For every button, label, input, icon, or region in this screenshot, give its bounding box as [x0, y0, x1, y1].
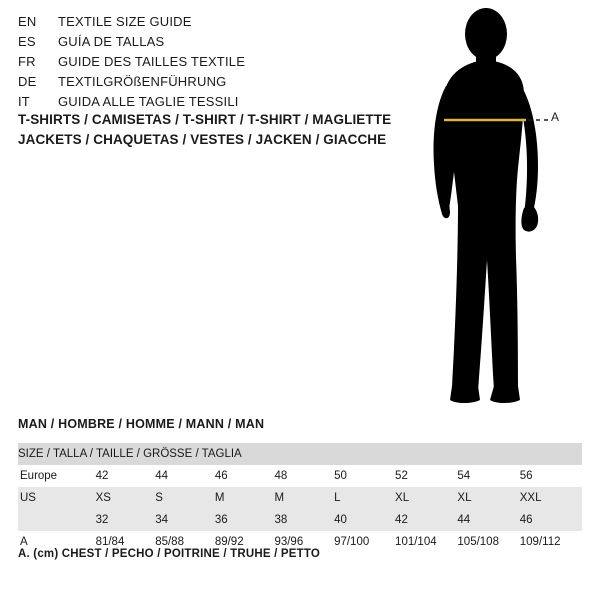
category-tshirts: T-SHIRTS / CAMISETAS / T-SHIRT / T-SHIRT / MAGLIETTE	[18, 112, 392, 127]
table-cell: 50	[334, 465, 395, 487]
table-cell: 85/88	[155, 531, 215, 553]
table-cell: 44	[155, 465, 215, 487]
size-table	[18, 443, 582, 553]
table-cell: XXL	[520, 487, 582, 509]
silhouette-svg	[400, 8, 600, 408]
language-row	[18, 14, 368, 34]
table-cell: XL	[395, 487, 457, 509]
table-title: MAN / HOMBRE / HOMME / MANN / MAN	[18, 417, 265, 431]
table-cell: 46	[215, 465, 275, 487]
table-cell: 105/108	[457, 531, 519, 553]
table-cell: 52	[395, 465, 457, 487]
row-label: Europe	[18, 465, 96, 487]
table-cell: 56	[520, 465, 582, 487]
table-cell: XL	[457, 487, 519, 509]
table-cell: 42	[395, 509, 457, 531]
table-cell: 97/100	[334, 531, 395, 553]
row-label: US	[18, 487, 96, 509]
table-cell: L	[334, 487, 395, 509]
table-cell: 101/104	[395, 531, 457, 553]
table-header-row	[18, 443, 582, 465]
language-code: ES	[18, 34, 36, 49]
table-cell: 42	[96, 465, 156, 487]
language-text: GUIDA ALLE TAGLIE TESSILI	[58, 94, 239, 109]
table-cell: 81/84	[96, 531, 156, 553]
table-cell: S	[155, 487, 215, 509]
male-silhouette-figure	[400, 8, 600, 408]
table-cell: 36	[215, 509, 275, 531]
table-header-label: SIZE / TALLA / TAILLE / GRÖSSE / TAGLIA	[18, 443, 582, 465]
table-cell: 89/92	[215, 531, 275, 553]
row-label	[18, 509, 96, 531]
language-row	[18, 34, 368, 54]
table-cell: 93/96	[274, 531, 334, 553]
table-cell: 38	[274, 509, 334, 531]
measure-marker-label: A	[551, 110, 561, 124]
table-cell: 46	[520, 509, 582, 531]
language-code: IT	[18, 94, 30, 109]
table-cell: 48	[274, 465, 334, 487]
language-row	[18, 54, 368, 74]
language-text: TEXTILGRÖßENFÜHRUNG	[58, 74, 227, 89]
table-footnote: A. (cm) CHEST / PECHO / POITRINE / TRUHE / PETTO	[18, 548, 321, 560]
language-title-block	[18, 14, 368, 114]
category-jackets: JACKETS / CHAQUETAS / VESTES / JACKEN / GIACCHE	[18, 132, 387, 147]
table-cell: 54	[457, 465, 519, 487]
table-cell: 109/112	[520, 531, 582, 553]
language-text: TEXTILE SIZE GUIDE	[58, 14, 192, 29]
language-code: EN	[18, 14, 37, 29]
table-cell: 44	[457, 509, 519, 531]
table-cell: 34	[155, 509, 215, 531]
table-cell: M	[215, 487, 275, 509]
garment-categories	[18, 110, 438, 150]
table-cell: 32	[96, 509, 156, 531]
table-cell: XS	[96, 487, 156, 509]
row-label: A	[18, 531, 96, 553]
language-text: GUIDE DES TAILLES TEXTILE	[58, 54, 246, 69]
table-row	[18, 509, 582, 531]
language-text: GUÍA DE TALLAS	[58, 34, 165, 49]
language-row	[18, 74, 368, 94]
table-row	[18, 465, 582, 487]
table-row	[18, 487, 582, 509]
table-cell: M	[274, 487, 334, 509]
language-code: FR	[18, 54, 36, 69]
table-cell: 40	[334, 509, 395, 531]
language-code: DE	[18, 74, 37, 89]
